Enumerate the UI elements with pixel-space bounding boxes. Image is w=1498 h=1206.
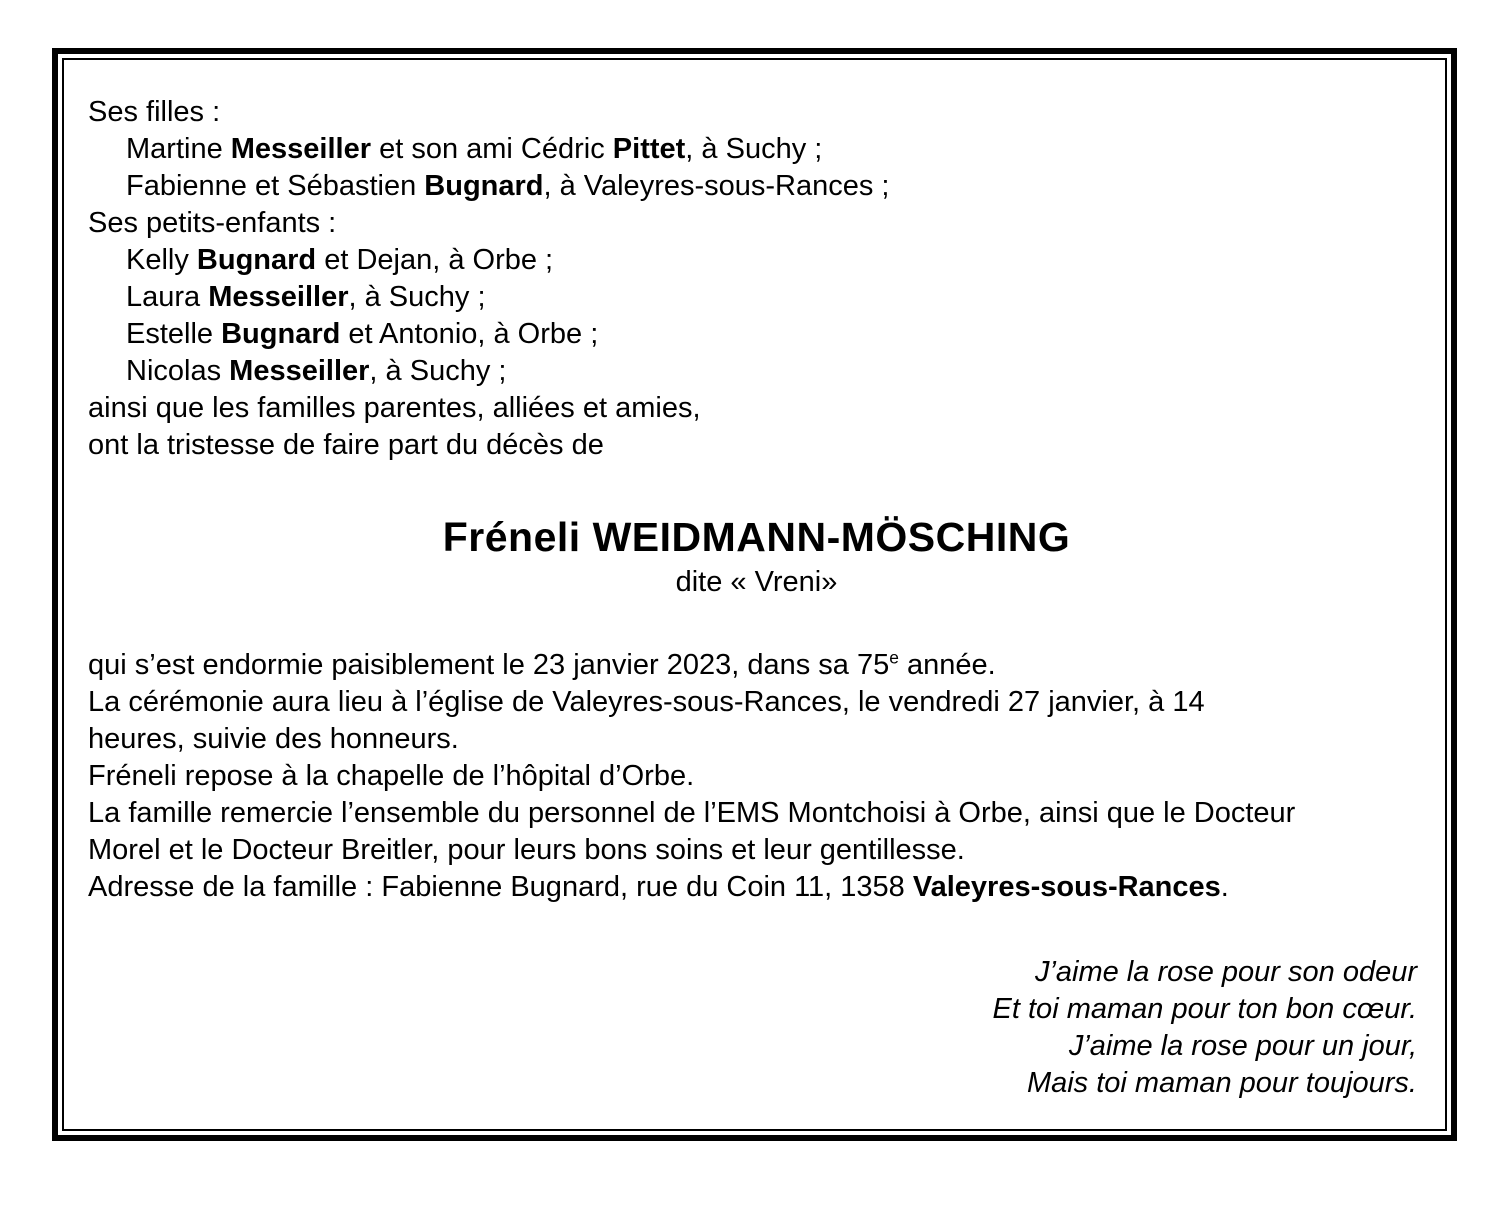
text-segment: Ses petits-enfants : <box>88 207 337 239</box>
poem-line <box>88 1028 1417 1065</box>
text-segment: e <box>889 647 899 668</box>
memorial-poem <box>88 954 1425 1102</box>
text-segment: J’aime la rose pour un jour, <box>1068 1030 1417 1062</box>
body-line <box>88 795 1425 832</box>
text-segment: Valeyres-sous-Rances <box>912 871 1221 903</box>
text-segment: Morel et le Docteur Breitler, pour leurs bons soins et leur gentillesse. <box>88 834 965 866</box>
outer-border-frame <box>52 48 1457 1141</box>
text-segment: Laura <box>126 281 209 313</box>
family-line <box>88 94 1425 131</box>
body-line <box>88 832 1425 869</box>
text-segment: Fréneli repose à la chapelle de l’hôpital d’Orbe. <box>88 760 695 792</box>
announcement-body <box>88 647 1425 906</box>
text-segment: Messeiller <box>230 133 372 165</box>
family-line <box>88 427 1425 464</box>
text-segment: ont la tristesse de faire part du décès de <box>88 429 604 461</box>
text-segment: Messeiller <box>229 355 370 387</box>
text-segment: heures, suivie des honneurs. <box>88 723 459 755</box>
text-segment: Pittet <box>612 133 686 165</box>
text-segment: et son ami Cédric <box>371 133 613 165</box>
text-segment: . <box>1220 871 1229 903</box>
text-segment: Adresse de la famille : Fabienne Bugnard, rue du Coin 11, 1358 <box>88 871 913 903</box>
family-line <box>88 316 1425 353</box>
family-list <box>88 94 1425 464</box>
body-line <box>88 684 1425 721</box>
family-line <box>88 242 1425 279</box>
text-segment: qui s’est endormie paisiblement le 23 janvier 2023, dans sa 75 <box>88 649 890 681</box>
text-segment: Et toi maman pour ton bon cœur. <box>992 993 1417 1025</box>
poem-line <box>88 1065 1417 1102</box>
text-segment: Estelle <box>126 318 222 350</box>
family-line <box>88 279 1425 316</box>
text-segment: Kelly <box>126 244 197 276</box>
body-line <box>88 647 1425 684</box>
body-line <box>88 758 1425 795</box>
body-line <box>88 869 1425 906</box>
poem-line <box>88 954 1417 991</box>
family-line <box>88 390 1425 427</box>
text-segment: Messeiller <box>208 281 349 313</box>
text-segment: Mais toi maman pour toujours. <box>1026 1067 1417 1099</box>
text-segment: ainsi que les familles parentes, alliées et amies, <box>88 392 701 424</box>
text-segment: La cérémonie aura lieu à l’église de Valeyres-sous-Rances, le vendredi 27 janvier, à 14 <box>88 686 1205 718</box>
text-segment: , à Suchy ; <box>369 355 507 387</box>
family-line <box>88 205 1425 242</box>
family-line <box>88 353 1425 390</box>
text-segment: , à Suchy ; <box>685 133 823 165</box>
text-segment: année. <box>898 649 996 681</box>
text-segment: J’aime la rose pour son odeur <box>1034 956 1417 988</box>
text-segment: Ses filles : <box>88 96 221 128</box>
text-segment: , à Valeyres-sous-Rances ; <box>543 170 890 202</box>
text-segment: et Dejan, à Orbe ; <box>316 244 554 276</box>
deceased-nickname: dite « Vreni» <box>675 566 838 598</box>
text-segment: Martine <box>126 133 231 165</box>
text-segment: Nicolas <box>126 355 230 387</box>
family-line <box>88 168 1425 205</box>
text-segment: , à Suchy ; <box>348 281 486 313</box>
text-segment: Bugnard <box>196 244 317 276</box>
text-segment: et Antonio, à Orbe ; <box>340 318 599 350</box>
deceased-name-title: Fréneli WEIDMANN-MÖSCHING <box>442 514 1071 560</box>
text-segment: Bugnard <box>424 170 544 202</box>
text-segment: Fabienne et Sébastien <box>126 170 425 202</box>
text-segment: La famille remercie l’ensemble du personnel de l’EMS Montchoisi à Orbe, ainsi que le Docteur <box>88 797 1296 829</box>
text-segment: Bugnard <box>221 318 341 350</box>
poem-line <box>88 991 1417 1028</box>
body-line <box>88 721 1425 758</box>
family-line <box>88 131 1425 168</box>
inner-border-frame <box>62 58 1447 1131</box>
